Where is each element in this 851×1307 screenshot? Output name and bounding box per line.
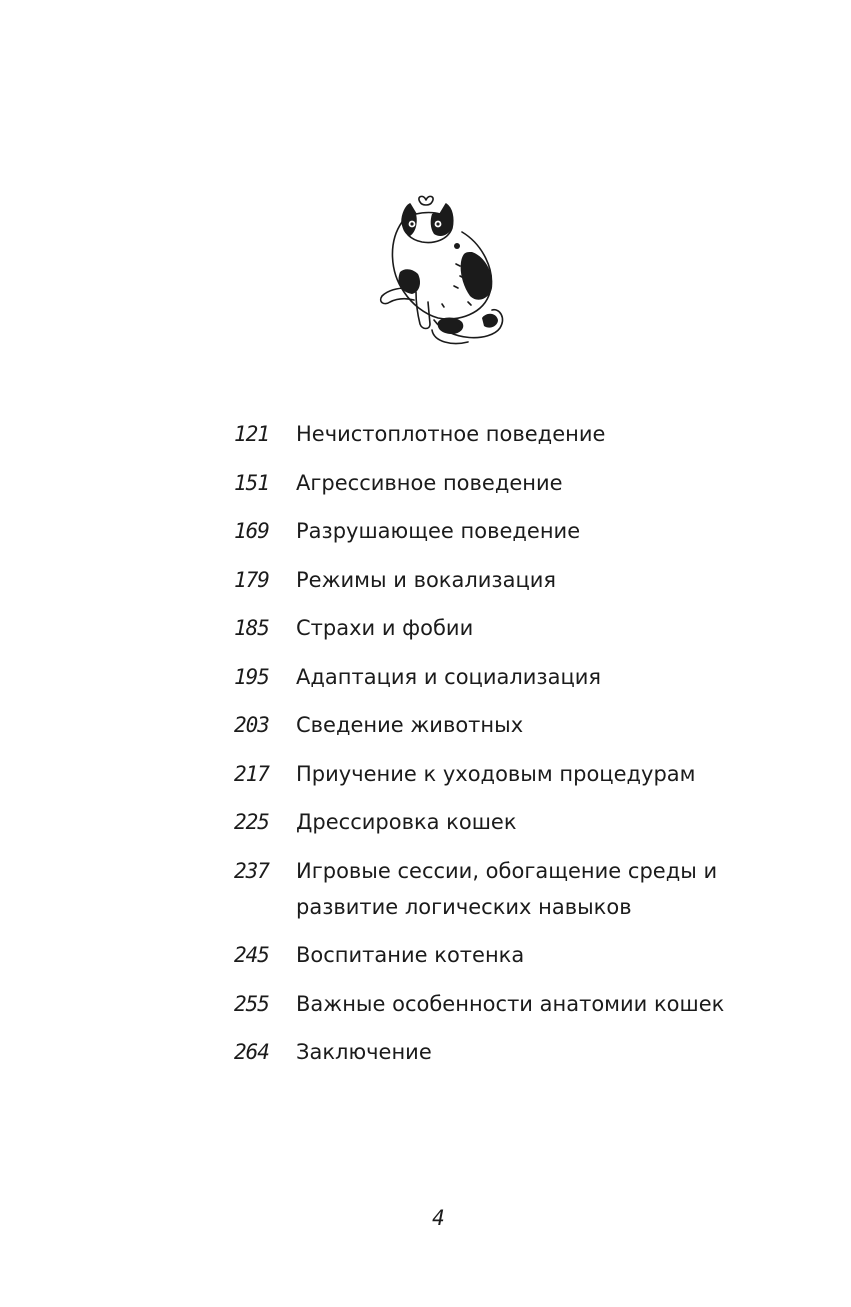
toc-page-number: 195 bbox=[234, 664, 269, 689]
toc-page-number: 121 bbox=[234, 422, 269, 446]
toc-title: Дрессировка кошек bbox=[296, 810, 517, 834]
toc-title: Важные особенности анатомии кошек bbox=[296, 991, 725, 1016]
toc-title: Нечистоплотное поведение bbox=[296, 422, 606, 446]
toc-entry[interactable] bbox=[234, 513, 794, 549]
toc-title: Агрессивное поведение bbox=[296, 470, 563, 495]
toc-entry[interactable] bbox=[234, 756, 794, 792]
toc-page-number: 255 bbox=[234, 991, 269, 1016]
toc-entry[interactable] bbox=[234, 937, 794, 973]
toc-title: Игровые сессии, обогащение среды и развитие логических навыков bbox=[296, 858, 718, 919]
toc-entry[interactable] bbox=[234, 853, 794, 925]
toc-title: Приучение к уходовым процедурам bbox=[296, 761, 696, 786]
toc-title: Заключение bbox=[296, 1040, 432, 1064]
toc-title: Страхи и фобии bbox=[296, 616, 474, 640]
page-number: 4 bbox=[432, 1206, 445, 1230]
toc-entry[interactable] bbox=[234, 986, 794, 1022]
toc-entry[interactable] bbox=[234, 659, 794, 695]
toc-page-number: 264 bbox=[234, 1040, 269, 1064]
toc-entry[interactable] bbox=[234, 416, 794, 452]
toc-page-number: 151 bbox=[234, 470, 269, 495]
toc-page-number: 217 bbox=[234, 761, 269, 786]
toc-title: Воспитание котенка bbox=[296, 943, 525, 967]
toc-title: Сведение животных bbox=[296, 713, 524, 737]
toc-entry[interactable] bbox=[234, 465, 794, 501]
toc-page-number: 185 bbox=[234, 616, 269, 640]
toc-entry[interactable] bbox=[234, 707, 794, 743]
toc-title: Адаптация и социализация bbox=[296, 664, 602, 689]
toc-title: Разрушающее поведение bbox=[296, 519, 581, 543]
cat-illustration-icon bbox=[372, 192, 512, 352]
toc-page-number: 203 bbox=[234, 713, 269, 737]
toc-page-number: 225 bbox=[234, 810, 269, 834]
toc-page-number: 237 bbox=[234, 858, 269, 883]
toc-entry[interactable] bbox=[234, 562, 794, 598]
toc-page-number: 179 bbox=[234, 567, 269, 592]
toc-entry[interactable] bbox=[234, 1034, 794, 1070]
toc-entry[interactable] bbox=[234, 610, 794, 646]
table-of-contents bbox=[234, 416, 794, 1083]
toc-page-number: 169 bbox=[234, 519, 269, 543]
toc-title: Режимы и вокализация bbox=[296, 567, 557, 592]
toc-page-number: 245 bbox=[234, 943, 269, 967]
toc-entry[interactable] bbox=[234, 804, 794, 840]
